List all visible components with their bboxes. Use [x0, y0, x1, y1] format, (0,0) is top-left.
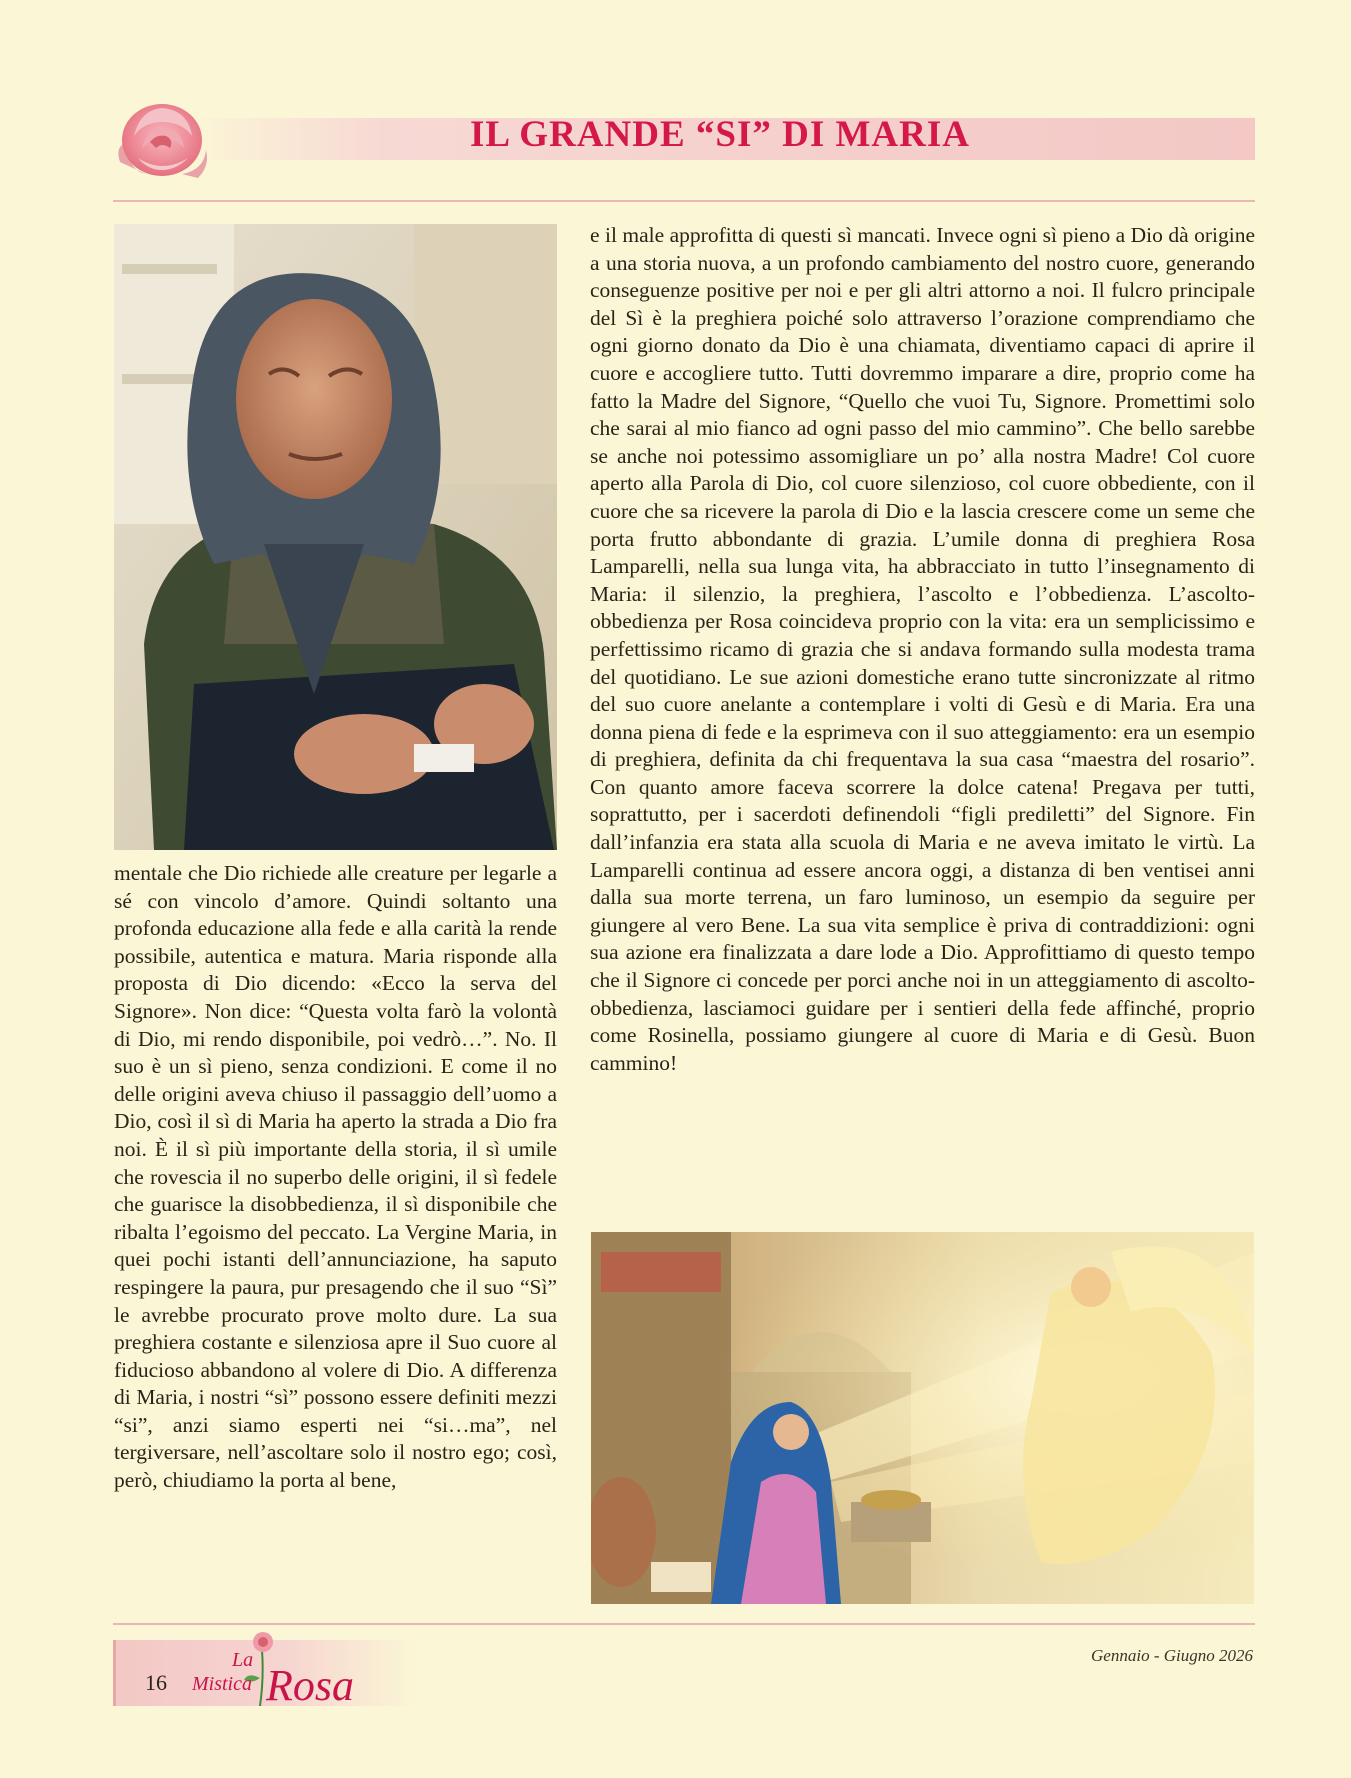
- body-text-left-column: mentale che Dio richiede alle creature per legarle a sé con vincolo d’amore. Quindi soltanto una profonda educazione alla fede e alla carità la rende possibile, autentica e matura. Maria risponde alla proposta di Dio dicendo: «Ecco la serva del Signore». Non dice: “Questa volta farò la volontà di Dio, mi rendo disponibile, poi vedrò…”. No. Il suo è un sì pieno, senza condizioni. E come il no delle origini aveva chiuso il passaggio dell’uomo a Dio, così il sì di Maria ha aperto la strada a Dio fra noi. È il sì più importante della storia, il sì umile che rovescia il no superbo delle origini, il sì fedele che guarisce la disobbedienza, il sì disponibile che ribalta l’egoismo del peccato. La Vergine Maria, in quei pochi istanti dell’annunciazione, ha saputo respingere la paura, pur presagendo che il suo “Sì” le avrebbe procurato prove molto dure. La sua preghiera costante e silenziosa apre il Suo cuore al fiducioso abbandono al volere di Dio. A differenza di Maria, i nostri “sì” possono essere definiti mezzi “si”, anzi siamo esperti nei “si…ma”, nel tergiversare, nell’ascoltare solo il nostro ego; così, però, chiudiamo la porta al bene,: [114, 861, 557, 1493]
- elderly-woman-photo: [114, 224, 557, 850]
- logo-word-mistica: Mistica: [192, 1673, 252, 1695]
- page-number: 16: [145, 1670, 167, 1695]
- top-divider: [113, 200, 1255, 202]
- issue-date: Gennaio - Giugno 2026: [1091, 1646, 1253, 1665]
- la-mistica-rosa-logo: [190, 1628, 410, 1708]
- body-text-right-column: e il male approfitta di questi sì mancati. Invece ogni sì pieno a Dio dà origine a una storia nuova, a un profondo cambiamento del nostro cuore, generando conseguenze positive per noi e per gli altri attorno a noi. Il fulcro principale del Sì è la preghiera poiché solo attraverso l’orazione comprendiamo che ogni giorno donato da Dio è una chiamata, diventiamo capaci di aprire il cuore e accogliere tutto. Tutti dovremmo imparare a dire, proprio come ha fatto la Madre del Signore, “Quello che vuoi Tu, Signore. Promettimi solo che sarai al mio fianco ad ogni passo del mio cammino”. Che bello sarebbe se anche noi potessimo assomigliare un po’ alla nostra Madre! Col cuore aperto alla Parola di Dio, col cuore silenzioso, col cuore obbediente, con il cuore che sa ricevere la parola di Dio e la lascia crescere come un seme che porta frutto abbondante di grazia. L’umile donna di preghiera Rosa Lamparelli, nella sua lunga vita, ha abbracciato in tutto l’insegnamento di Maria: il silenzio, la preghiera, l’ascolto e l’obbedienza. L’ascolto-obbedienza per Rosa coincideva proprio con la vita: era un semplicissimo e perfettissimo ricamo di grazia che si andava formando sulla modesta trama del quotidiano. Le sue azioni domestiche erano tutte sincronizzate al ritmo del suo cuore anelante a contemplare i volti di Gesù e di Maria. Era una donna piena di fede e la esprimeva con il suo atteggiamento: era un esempio di preghiera, definita da chi frequentava la sua casa “maestra del rosario”. Con quanto amore faceva scorrere la dolce catena! Pregava per tutti, soprattutto, per i sacerdoti definendoli “figli prediletti” del Signore. Fin dall’infanzia era stata alla scuola di Maria e ne aveva imitato le virtù. La Lamparelli continua ad essere ancora oggi, a distanza di ben ventisei anni dalla sua morte terrena, un faro luminoso, un esempio da seguire per giungere al vero Bene. La sua vita semplice è priva di contraddizioni: ogni sua azione era finalizzata a dare lode a Dio. Approfittiamo di questo tempo che il Signore ci concede per porci anche noi in un atteggiamento di ascolto-obbedienza, lasciamoci guidare per i sentieri della fede affinché, proprio come Rosinella, possiamo giungere al cuore di Maria e di Gesù. Buon cammino!: [590, 223, 1255, 1075]
- logo-word-rosa: Rosa: [266, 1661, 354, 1708]
- page-title: IL GRANDE “SI” DI MARIA: [470, 114, 970, 155]
- bottom-divider: [113, 1623, 1255, 1625]
- logo-word-la: La: [232, 1649, 254, 1671]
- rose-icon: [112, 92, 212, 186]
- annunciation-illustration: [591, 1232, 1254, 1604]
